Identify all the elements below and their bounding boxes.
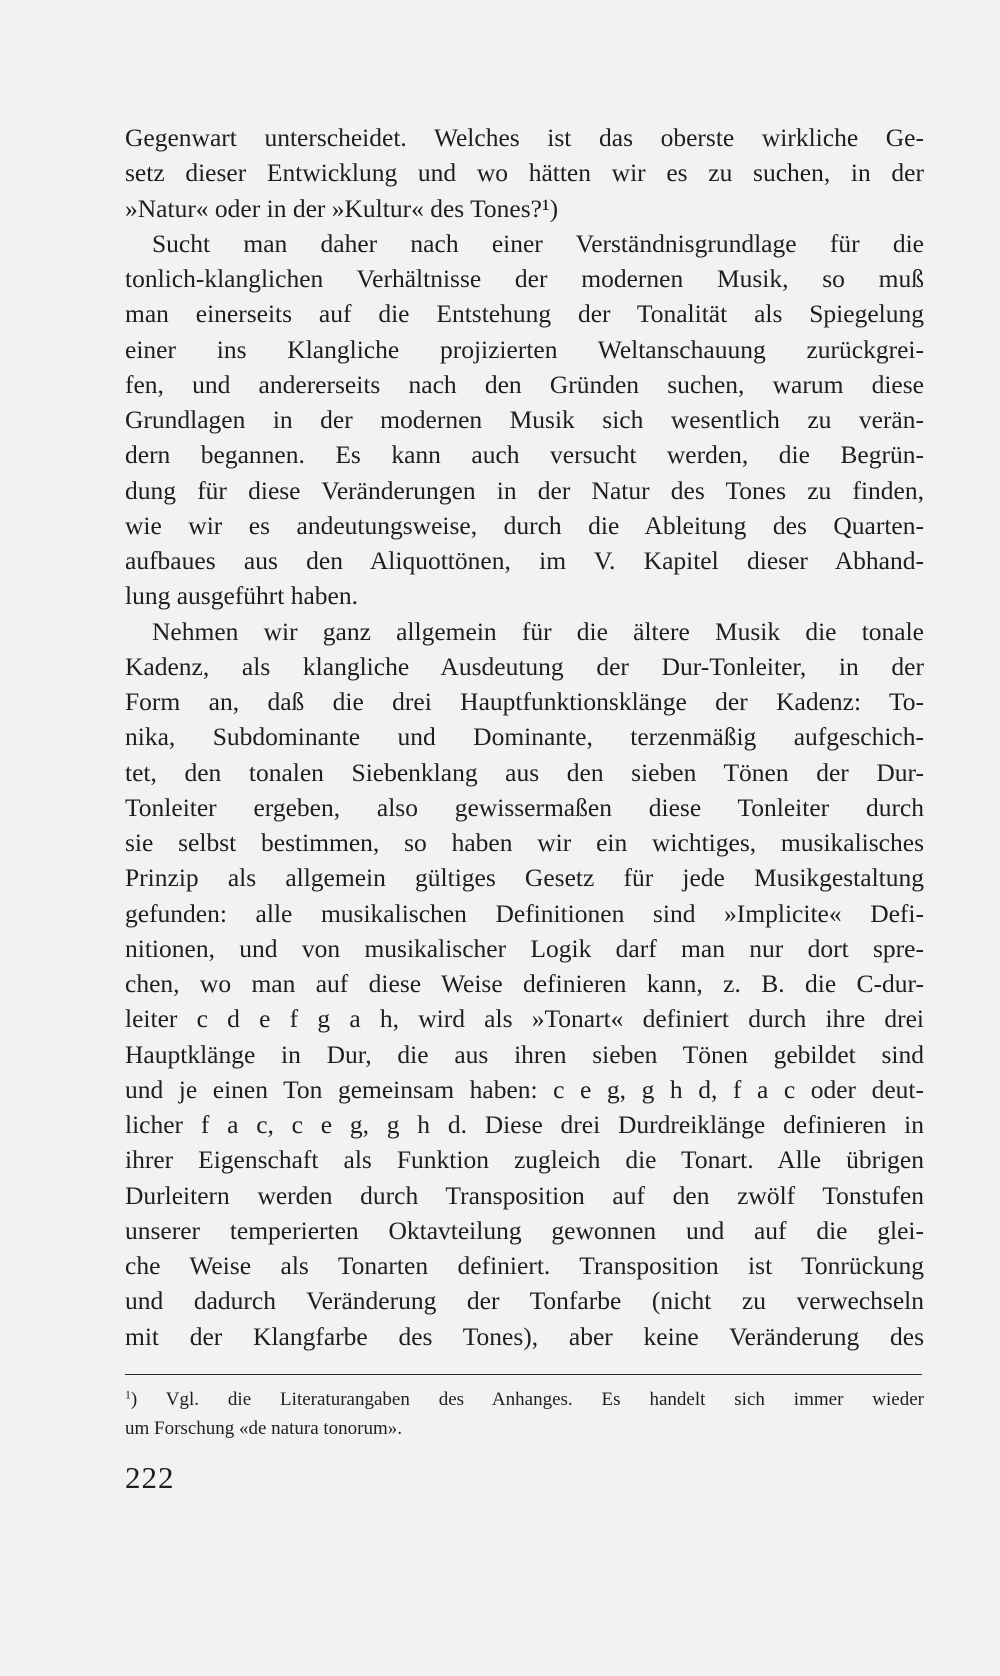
text-line: dern begannen. Es kann auch versucht werden, die Begrün- (125, 440, 924, 470)
text-line: chen, wo man auf diese Weise definieren kann, z. B. die C-dur- (125, 969, 924, 998)
text-line: wie wir es andeutungsweise, durch die Ableitung des Quarten- (125, 510, 924, 540)
text-line: Prinzip als allgemein gültiges Gesetz für jede Musikgestaltung (125, 863, 924, 893)
text-line: man einerseits auf die Entstehung der Tonalität als Spiegelung (125, 299, 924, 329)
footnote-line: um Forschung «de natura tonorum». (125, 1418, 403, 1439)
text-line: Nehmen wir ganz allgemein für die ältere Musik die tonale (152, 616, 924, 646)
text-line: tonlich-klanglichen Verhältnisse der modernen Musik, so muß (125, 264, 924, 293)
text-line: lung ausgeführt haben. (125, 581, 358, 611)
text-line: Durleitern werden durch Transposition auf den zwölf Tonstufen (125, 1180, 924, 1210)
footnote-line (125, 1385, 924, 1414)
text-line: tet, den tonalen Siebenklang aus den sieben Tönen der Dur- (125, 757, 924, 787)
text-line: mit der Klangfarbe des Tones), aber keine Veränderung des (125, 1321, 924, 1351)
footnote-marker: 1 (125, 1388, 131, 1402)
text-line: Tonleiter ergeben, also gewissermaßen diese Tonleiter durch (125, 792, 924, 822)
text-line: fen, und andererseits nach den Gründen suchen, warum diese (125, 369, 924, 399)
text-line: sie selbst bestimmen, so haben wir ein wichtiges, musikalisches (125, 828, 924, 857)
text-line: aufbaues aus den Aliquottönen, im V. Kapitel dieser Abhand- (125, 546, 924, 575)
text-line: einer ins Klangliche projizierten Weltanschauung zurückgrei- (125, 334, 924, 364)
text-line: Hauptklänge in Dur, die aus ihren sieben Tönen gebildet sind (125, 1039, 924, 1069)
text-line: Kadenz, als klangliche Ausdeutung der Dur-Tonleiter, in der (125, 651, 924, 681)
text-line: Form an, daß die drei Hauptfunktionsklänge der Kadenz: To- (125, 687, 924, 716)
footnote-text: ) Vgl. die Literaturangaben des Anhanges. Es handelt sich immer wieder (130, 1389, 924, 1410)
footnote-rule (125, 1374, 922, 1375)
text-line: licher f a c, c e g, g h d. Diese drei Durdreiklänge definieren in (125, 1110, 924, 1139)
text-line: und dadurch Veränderung der Tonfarbe (nicht zu verwechseln (125, 1286, 924, 1316)
body-text (125, 120, 924, 1354)
text-line: leiter c d e f g a h, wird als »Tonart« definiert durch ihre drei (125, 1004, 924, 1034)
text-line: nitionen, und von musikalischer Logik darf man nur dort spre- (125, 933, 924, 963)
text-line: »Natur« oder in der »Kultur« des Tones?¹) (125, 193, 559, 223)
text-line: Gegenwart unterscheidet. Welches ist das oberste wirkliche Ge- (125, 123, 924, 152)
page-number: 222 (125, 1460, 175, 1495)
text-line: setz dieser Entwicklung und wo hätten wir es zu suchen, in der (125, 158, 924, 188)
text-line: unserer temperierten Oktavteilung gewonnen und auf die glei- (125, 1215, 924, 1245)
text-line: gefunden: alle musikalischen Definitionen sind »Implicite« Defi- (125, 898, 924, 928)
text-line: und je einen Ton gemeinsam haben: c e g, g h d, f a c oder deut- (125, 1074, 924, 1104)
text-line: nika, Subdominante und Dominante, terzenmäßig aufgeschich- (125, 722, 924, 752)
footnote (125, 1385, 924, 1443)
text-line: Grundlagen in der modernen Musik sich wesentlich zu verän- (125, 405, 924, 434)
text-line: dung für diese Veränderungen in der Natur des Tones zu finden, (125, 475, 924, 505)
text-line: Sucht man daher nach einer Verständnisgrundlage für die (152, 228, 924, 258)
text-line: che Weise als Tonarten definiert. Transposition ist Tonrückung (125, 1251, 924, 1280)
text-line: ihrer Eigenschaft als Funktion zugleich die Tonart. Alle übrigen (125, 1145, 924, 1175)
